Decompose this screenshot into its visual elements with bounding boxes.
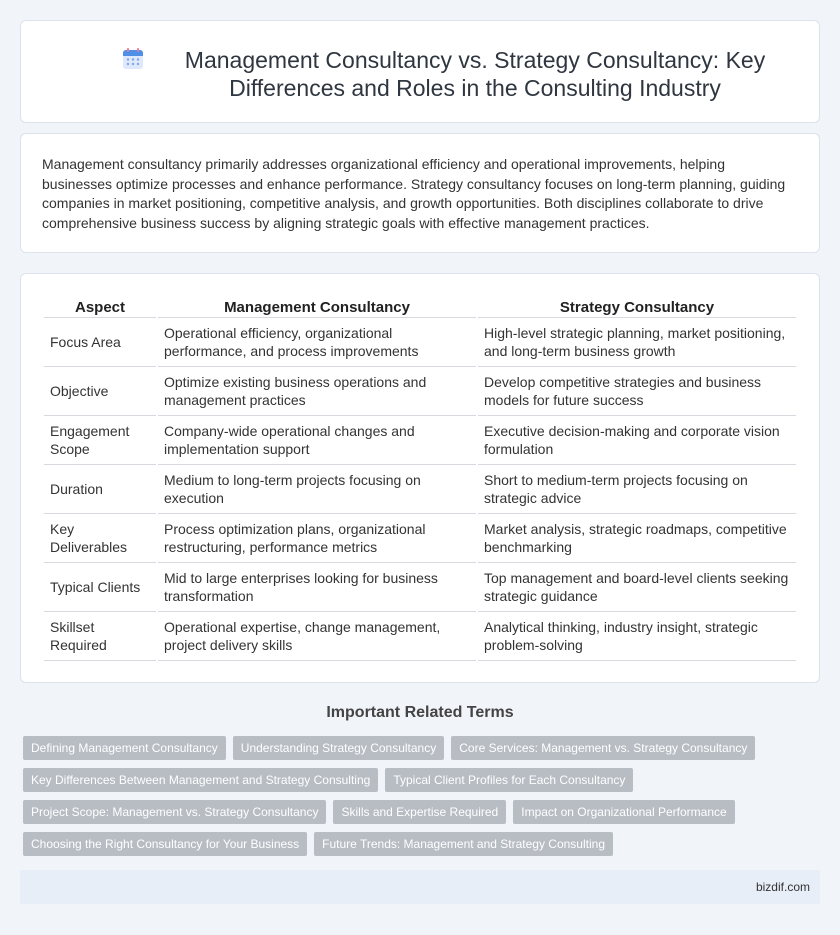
related-term-tag[interactable]: Choosing the Right Consultancy for Your Business [23,832,307,856]
header-strategy: Strategy Consultancy [478,296,796,318]
row-strategy: Short to medium-term projects focusing on strategic advice [478,465,796,514]
intro-paragraph: Management consultancy primarily addresses organizational efficiency and operational improvements, helping businesses optimize processes and enhance performance. Strategy consultancy focuses on long-term planning, guiding companies in market positioning, competitive analysis, and growth opportunities. Both disciplines collaborate to drive comprehensive business success by aligning strategic goals with effective management practices. [42,156,786,231]
title-card [20,20,820,123]
related-term-tag[interactable]: Impact on Organizational Performance [513,800,734,824]
row-aspect: Typical Clients [44,563,156,612]
row-aspect: Skillset Required [44,612,156,661]
table-row [44,514,796,563]
related-term-tag[interactable]: Future Trends: Management and Strategy Consulting [314,832,613,856]
related-term-tag[interactable]: Typical Client Profiles for Each Consultancy [385,768,633,792]
related-term-tag[interactable]: Skills and Expertise Required [333,800,506,824]
row-aspect: Key Deliverables [44,514,156,563]
row-management: Mid to large enterprises looking for business transformation [158,563,476,612]
table-row [44,465,796,514]
row-aspect: Engagement Scope [44,416,156,465]
site-link[interactable]: bizdif.com [755,880,810,894]
row-management: Process optimization plans, organizational restructuring, performance metrics [158,514,476,563]
row-aspect: Objective [44,367,156,416]
calendar-icon [121,47,145,71]
table-header-row [44,296,796,318]
row-strategy: Analytical thinking, industry insight, strategic problem-solving [478,612,796,661]
header-aspect: Aspect [44,296,156,318]
row-management: Company-wide operational changes and implementation support [158,416,476,465]
table-row [44,612,796,661]
row-strategy: Develop competitive strategies and business models for future success [478,367,796,416]
related-term-tag[interactable]: Understanding Strategy Consultancy [233,736,444,760]
related-term-tag[interactable]: Project Scope: Management vs. Strategy Consultancy [23,800,326,824]
comparison-table [42,296,798,661]
comparison-card [20,273,820,683]
row-aspect: Focus Area [44,318,156,367]
page-title: Management Consultancy vs. Strategy Consultancy: Key Differences and Roles in the Consulting Industry [184,47,766,101]
row-strategy: High-level strategic planning, market positioning, and long-term business growth [478,318,796,367]
related-term-tag[interactable]: Core Services: Management vs. Strategy Consultancy [451,736,755,760]
row-management: Optimize existing business operations and management practices [158,367,476,416]
related-terms-title: Important Related Terms [326,704,514,721]
intro-card [20,133,820,253]
row-management: Operational efficiency, organizational performance, and process improvements [158,318,476,367]
row-management: Operational expertise, change management, project delivery skills [158,612,476,661]
row-strategy: Market analysis, strategic roadmaps, competitive benchmarking [478,514,796,563]
table-row [44,367,796,416]
row-management: Medium to long-term projects focusing on execution [158,465,476,514]
row-strategy: Executive decision-making and corporate vision formulation [478,416,796,465]
related-term-tag[interactable]: Defining Management Consultancy [23,736,226,760]
table-row [44,318,796,367]
row-strategy: Top management and board-level clients seeking strategic guidance [478,563,796,612]
table-row [44,563,796,612]
row-aspect: Duration [44,465,156,514]
related-term-tag[interactable]: Key Differences Between Management and Strategy Consulting [23,768,378,792]
related-terms-list [23,736,803,856]
header-management: Management Consultancy [158,296,476,318]
footer [20,870,820,904]
table-row [44,416,796,465]
